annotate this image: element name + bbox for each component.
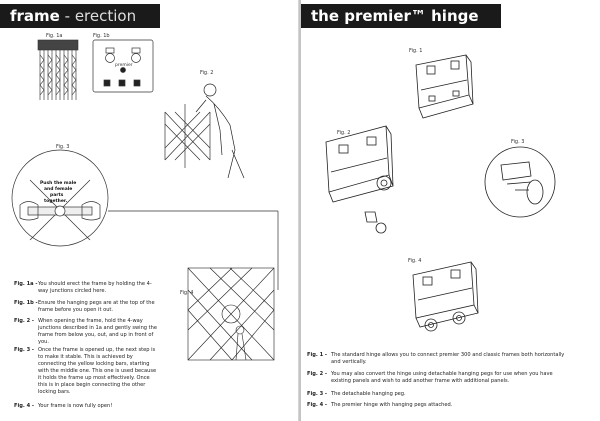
caption-key: Fig. 3 - <box>307 391 328 397</box>
hinge-fig-1-label: Fig. 1 <box>409 48 423 54</box>
hinge-fig-4-label: Fig. 4 <box>408 258 422 264</box>
caption-key: Fig. 1 - <box>307 352 328 358</box>
hinge-fig-3-label: Fig. 3 <box>511 139 525 145</box>
bubble-line: together. <box>44 199 68 204</box>
caption-text: Once the frame is opened up, the next step is to make it stable. This is achieved by connecting the yellow locking bars, starting with the middle one. This one is used because it holds the frame up most effectively. Once this is in place begin connecting the other locking bars. <box>38 347 157 395</box>
caption-text: The detachable hanging peg. <box>331 391 406 397</box>
hinge-caption-fig-1 <box>307 352 595 366</box>
collapsed-frame-illustration <box>38 40 78 100</box>
svg-text:Push the male and fe <box>40 180 78 204</box>
title-thin: erection <box>74 7 137 25</box>
caption-text: The premier hinge with hanging pegs attached. <box>331 402 453 408</box>
hinge-caption-fig-2 <box>307 371 595 385</box>
premier-label: premier <box>115 63 133 68</box>
caption-text: Ensure the hanging pegs are at the top of the frame before you open it out. <box>38 300 155 313</box>
open-frame-illustration <box>188 268 274 360</box>
caption-text: The standard hinge allows you to connect premier 300 and classic frames both horizontally and vertically. <box>331 352 565 365</box>
caption-key: Fig. 1a - <box>14 281 38 287</box>
caption-key: Fig. 1b - <box>14 300 38 306</box>
fig-3-label: Fig. 3 <box>56 144 70 150</box>
hanging-peg-illustration <box>485 147 555 217</box>
instruction-bubble <box>40 180 78 204</box>
left-page <box>0 0 299 421</box>
fig-2-label: Fig. 2 <box>200 70 214 76</box>
fig-1a-label: Fig. 1a <box>46 33 63 39</box>
person-opening-frame-illustration <box>165 84 244 178</box>
caption-key: Fig. 4 - <box>307 402 328 408</box>
title-bold: frame <box>10 7 60 25</box>
hinge-caption-fig-3 <box>307 391 595 398</box>
title-dash: - <box>59 7 75 25</box>
caption-text: When opening the frame, hold the 4-way junctions described in 1a and gently swing the frame from below you, out, and up in front of you. <box>38 318 158 345</box>
right-page-title: the premier™ hinge <box>301 4 501 28</box>
caption-key: Fig. 2 - <box>14 318 35 324</box>
fig-1b-label: Fig. 1b <box>93 33 110 39</box>
caption-text: Your frame is now fully open! <box>38 403 113 409</box>
hinge-fig-2-label: Fig. 2 <box>337 130 351 136</box>
caption-fig-1a <box>14 281 164 295</box>
convertible-hinge-illustration <box>326 126 393 233</box>
right-page <box>301 0 600 421</box>
fig-4-label: Fig. 4 <box>180 290 194 296</box>
connection-detail-illustration <box>12 150 278 290</box>
caption-fig-2 <box>14 318 164 346</box>
bubble-line: and female <box>44 187 73 192</box>
bubble-line: parts <box>50 193 64 198</box>
caption-fig-4 <box>14 403 164 410</box>
caption-fig-1b <box>14 300 164 314</box>
caption-fig-3 <box>14 347 164 396</box>
caption-key: Fig. 3 - <box>14 347 35 353</box>
hinge-caption-fig-4 <box>307 402 595 409</box>
caption-text: You may also convert the hinge using detachable hanging pegs for use when you have existing panels and wish to add another frame with additional panels. <box>331 371 553 384</box>
bubble-line: Push the male <box>40 181 77 186</box>
hinge-with-pegs-illustration <box>413 262 478 331</box>
caption-key: Fig. 4 - <box>14 403 35 409</box>
caption-text: You should erect the frame by holding the 4-way junctions circled here. <box>38 281 152 294</box>
standard-hinge-illustration <box>416 55 473 118</box>
caption-key: Fig. 2 - <box>307 371 328 377</box>
